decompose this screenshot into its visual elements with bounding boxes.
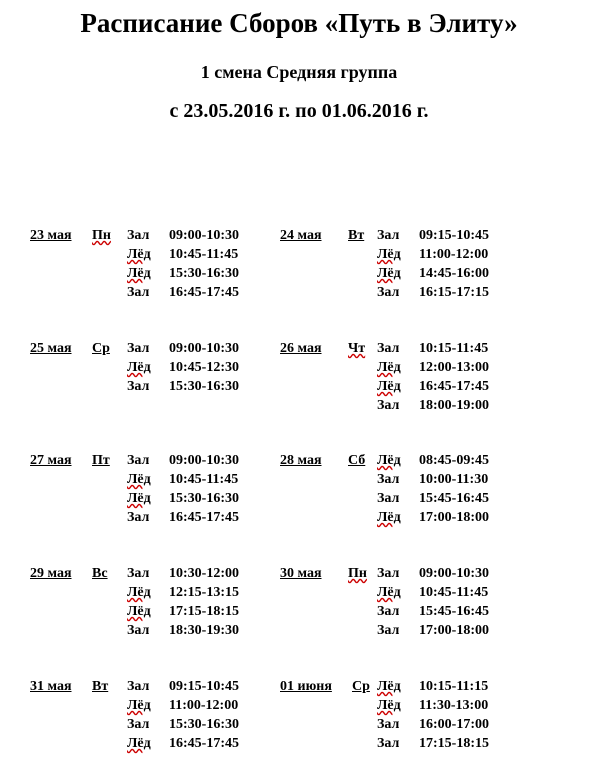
session-place: Лёд (127, 247, 151, 262)
session-time: 18:30-19:30 (169, 623, 239, 638)
session-place: Зал (377, 566, 400, 581)
session-place: Зал (377, 285, 400, 300)
day-weekday: Ср (352, 679, 370, 694)
session-time: 15:45-16:45 (419, 604, 489, 619)
session-place: Зал (127, 379, 150, 394)
day-weekday: Ср (92, 341, 110, 356)
session-place: Лёд (127, 585, 151, 600)
session-place: Лёд (127, 472, 151, 487)
session-time: 10:00-11:30 (419, 472, 489, 487)
session-place: Лёд (377, 247, 401, 262)
session-time: 16:45-17:45 (169, 510, 239, 525)
session-place: Зал (127, 453, 150, 468)
day-date: 28 мая (280, 453, 322, 468)
session-place: Зал (377, 341, 400, 356)
day-weekday: Сб (348, 453, 366, 468)
session-time: 17:15-18:15 (169, 604, 239, 619)
session-time: 15:30-16:30 (169, 491, 239, 506)
session-time: 16:45-17:45 (169, 736, 239, 751)
session-time: 11:00-12:00 (169, 698, 239, 713)
session-time: 09:00-10:30 (169, 341, 239, 356)
session-time: 10:15-11:15 (419, 679, 489, 694)
session-place: Зал (377, 717, 400, 732)
day-weekday: Вс (92, 566, 108, 581)
session-time: 14:45-16:00 (419, 266, 489, 281)
session-place: Зал (377, 472, 400, 487)
day-weekday: Чт (348, 341, 366, 356)
day-weekday: Пн (348, 566, 367, 581)
session-place: Зал (127, 228, 150, 243)
session-time: 10:15-11:45 (419, 341, 489, 356)
session-time: 15:30-16:30 (169, 266, 239, 281)
session-time: 16:45-17:45 (419, 379, 489, 394)
session-place: Зал (127, 679, 150, 694)
session-time: 16:45-17:45 (169, 285, 239, 300)
session-place: Лёд (127, 491, 151, 506)
session-time: 12:15-13:15 (169, 585, 239, 600)
session-place: Зал (127, 510, 150, 525)
day-date: 29 мая (30, 566, 72, 581)
session-place: Лёд (127, 604, 151, 619)
day-date: 31 мая (30, 679, 72, 694)
session-time: 11:30-13:00 (419, 698, 489, 713)
day-date: 30 мая (280, 566, 322, 581)
session-time: 09:00-10:30 (169, 453, 239, 468)
session-time: 17:00-18:00 (419, 510, 489, 525)
session-place: Лёд (377, 379, 401, 394)
session-place: Зал (377, 623, 400, 638)
day-weekday: Пт (92, 453, 110, 468)
day-date: 24 мая (280, 228, 322, 243)
session-place: Лёд (377, 698, 401, 713)
day-date: 23 мая (30, 228, 72, 243)
session-time: 09:00-10:30 (169, 228, 239, 243)
session-place: Зал (127, 717, 150, 732)
session-time: 17:00-18:00 (419, 623, 489, 638)
session-time: 15:45-16:45 (419, 491, 489, 506)
session-time: 10:45-11:45 (169, 247, 239, 262)
day-date: 27 мая (30, 453, 72, 468)
session-place: Зал (127, 285, 150, 300)
session-time: 17:15-18:15 (419, 736, 489, 751)
day-date: 01 июня (280, 679, 332, 694)
session-time: 10:45-11:45 (169, 472, 239, 487)
session-place: Лёд (127, 698, 151, 713)
session-place: Лёд (127, 266, 151, 281)
day-weekday: Пн (92, 228, 111, 243)
session-time: 16:00-17:00 (419, 717, 489, 732)
session-time: 10:45-11:45 (419, 585, 489, 600)
session-place: Лёд (127, 360, 151, 375)
session-place: Зал (377, 491, 400, 506)
session-place: Зал (377, 398, 400, 413)
session-place: Лёд (377, 453, 401, 468)
page-subtitle: 1 смена Средняя группа (200, 62, 398, 82)
session-place: Зал (377, 228, 400, 243)
session-place: Лёд (127, 736, 151, 751)
session-time: 12:00-13:00 (419, 360, 489, 375)
day-date: 25 мая (30, 341, 72, 356)
day-weekday: Вт (92, 679, 109, 694)
session-place: Лёд (377, 510, 401, 525)
session-time: 15:30-16:30 (169, 379, 239, 394)
session-time: 18:00-19:00 (419, 398, 489, 413)
session-place: Лёд (377, 679, 401, 694)
session-time: 16:15-17:15 (419, 285, 489, 300)
session-time: 15:30-16:30 (169, 717, 239, 732)
page-title: Расписание Сборов «Путь в Элиту» (80, 8, 518, 38)
session-time: 10:30-12:00 (169, 566, 239, 581)
session-place: Зал (377, 604, 400, 619)
session-time: 10:45-12:30 (169, 360, 239, 375)
session-place: Зал (127, 566, 150, 581)
date-range: с 23.05.2016 г. по 01.06.2016 г. (169, 100, 429, 122)
day-weekday: Вт (348, 228, 365, 243)
session-time: 08:45-09:45 (419, 453, 489, 468)
session-time: 09:15-10:45 (419, 228, 489, 243)
day-date: 26 мая (280, 341, 322, 356)
session-place: Лёд (377, 360, 401, 375)
session-time: 09:00-10:30 (419, 566, 489, 581)
session-place: Лёд (377, 266, 401, 281)
session-place: Зал (127, 341, 150, 356)
session-time: 09:15-10:45 (169, 679, 239, 694)
session-place: Лёд (377, 585, 401, 600)
session-time: 11:00-12:00 (419, 247, 489, 262)
session-place: Зал (377, 736, 400, 751)
session-place: Зал (127, 623, 150, 638)
